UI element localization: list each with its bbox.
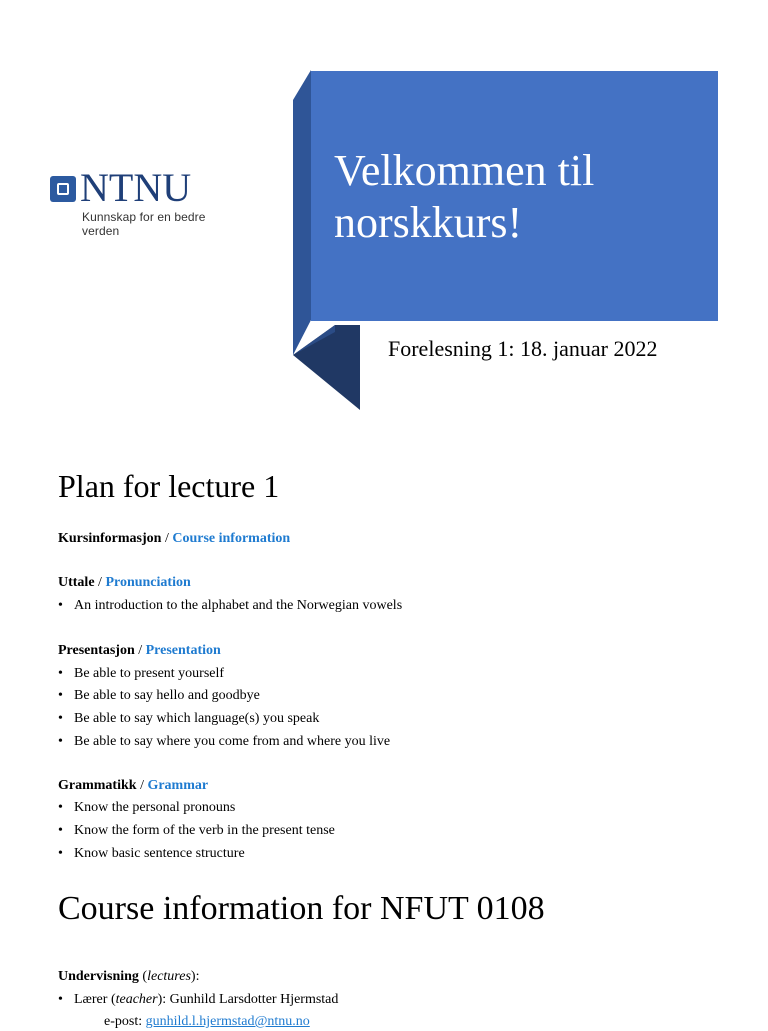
list-item: • Be able to say where you come from and where you live: [58, 734, 391, 749]
course-heading: Course information for NFUT 0108: [58, 890, 545, 927]
email-link[interactable]: gunhild.l.hjermstad@ntnu.no: [145, 1014, 310, 1029]
title-box: [311, 71, 718, 321]
ntnu-logo-icon: [50, 176, 76, 202]
teacher-name: Gunhild Larsdotter Hjermstad: [169, 992, 339, 1007]
section-pronunciation: Uttale / Pronunciation: [58, 575, 191, 590]
list-item: • Know basic sentence structure: [58, 846, 245, 861]
teacher-en: teacher: [115, 992, 158, 1007]
ntnu-logo: [50, 165, 240, 238]
section-label-no: Grammatikk: [58, 778, 137, 793]
teaching-en: lectures: [147, 969, 191, 984]
list-item: • Be able to say which language(s) you speak: [58, 711, 320, 726]
section-label-en: Pronunciation: [105, 575, 191, 590]
teacher-label: Lærer: [74, 992, 108, 1007]
section-label-no: Presentasjon: [58, 643, 135, 658]
logo-tagline: Kunnskap for en bedre verden: [82, 210, 206, 238]
logo-wordmark: NTNU: [80, 165, 192, 210]
section-label-en: Course information: [172, 531, 291, 546]
plan-heading: Plan for lecture 1: [58, 468, 280, 504]
section-label-en: Presentation: [145, 643, 221, 658]
teaching-line: Undervisning (lectures):: [58, 969, 200, 984]
title-slide: [0, 0, 768, 430]
email-line: [104, 1013, 310, 1031]
slide-title: Velkommen til norskkurs!: [334, 146, 595, 247]
teaching-label: Undervisning: [58, 969, 139, 984]
section-label-en: Grammar: [147, 778, 209, 793]
list-item: • Be able to say hello and goodbye: [58, 688, 260, 703]
list-item: • An introduction to the alphabet and the Norwegian vowels: [58, 598, 403, 613]
section-label-no: Kursinformasjon: [58, 531, 162, 546]
list-item: • Know the form of the verb in the present tense: [58, 823, 335, 838]
slide-subtitle: Forelesning 1: 18. januar 2022: [388, 336, 658, 361]
email-label: e-post:: [104, 1014, 143, 1029]
list-item: • Be able to present yourself: [58, 666, 225, 681]
section-label-no: Uttale: [58, 575, 95, 590]
section-presentation: Presentasjon / Presentation: [58, 643, 221, 658]
list-item: • Know the personal pronouns: [58, 800, 236, 815]
section-grammar: Grammatikk / Grammar: [58, 778, 209, 793]
section-course-info: Kursinformasjon / Course information: [58, 531, 291, 546]
teacher-line: • Lærer (teacher): Gunhild Larsdotter Hjermstad: [58, 992, 339, 1007]
